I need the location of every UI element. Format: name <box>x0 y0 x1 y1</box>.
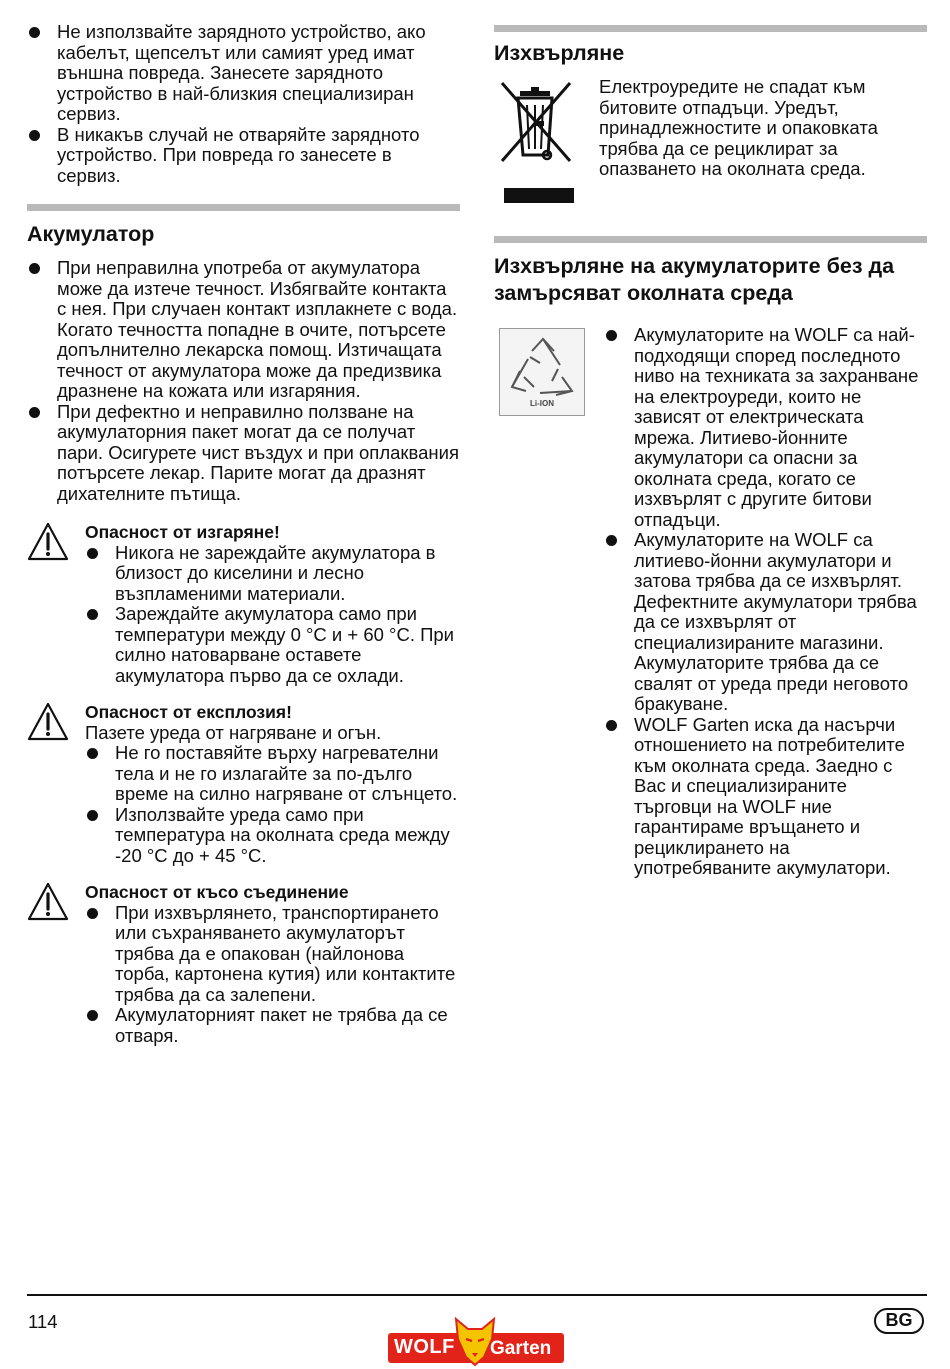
list-item: WOLF Garten иска да насърчи отношението на потребителите към околната среда. Заедно с Вас и специализираните търговци на WOLF ние гарантираме връщането и рециклирането на употребяваните акумулатори. <box>604 715 927 879</box>
left-column <box>27 0 460 1046</box>
warning-triangle-icon <box>27 522 69 562</box>
warning-explosion <box>27 702 460 866</box>
list-item: Не го поставяйте върху нагревателни тела и не го излагайте за по-дълго време на силно нагряване от слънцето. <box>85 743 460 805</box>
battery-list <box>27 258 460 504</box>
section-divider <box>494 25 927 32</box>
battery-disposal-block <box>494 325 927 879</box>
disposal-block <box>494 77 927 214</box>
page-number: 114 <box>28 1311 58 1332</box>
list-item: Използвайте уреда само при температура на околната среда между -20 °C до + 45 °C. <box>85 805 460 867</box>
section-divider <box>494 236 927 243</box>
wolf-garten-logo <box>388 1313 564 1367</box>
recycle-li-ion-icon <box>499 328 585 416</box>
icon-label: Li-ION <box>530 399 554 408</box>
logo-text-garten: Garten <box>490 1338 552 1359</box>
section-divider <box>27 204 460 211</box>
crossed-out-bin-icon <box>498 77 576 207</box>
disposal-heading: Изхвърляне <box>494 41 625 65</box>
warning-list <box>85 903 460 1047</box>
list-item: Никога не зареждайте акумулатора в близост до киселини и лесно възпламеними материали. <box>85 543 460 605</box>
list-item: Акумулаторите на WOLF са литиево-йонни акумулатори и затова трябва да се изхвърлят. Дефектните акумулатори трябва да се изхвърлят от специализираните магазини. Акумулаторите трябва да се свалят от уреда преди неговото бракуване. <box>604 530 927 715</box>
list-item: В никакъв случай не отваряйте зарядното устройство. При повреда го занесете в сервиз. <box>27 125 460 187</box>
footer-divider <box>27 1294 927 1296</box>
right-column <box>494 0 927 879</box>
list-item: Не използвайте зарядното устройство, ако кабелът, щепселът или самият уред имат външна повреда. Занесете зарядното устройство в най-близкия специализиран сервиз. <box>27 22 460 125</box>
language-badge: BG <box>874 1308 924 1334</box>
list-item: При неправилна употреба от акумулатора може да изтече течност. Избягвайте контакта с нея. При случаен контакт изплакнете с вода. Когато течността попадне в очите, потърсете допълнително лекарска помощ. Изтичащата течност от акумулатора може да предизвика дразнене на кожата или изгаряния. <box>27 258 460 402</box>
list-item: При изхвърлянето, транспортирането или съхраняването акумулаторът трябва да е опакован (найлонова торба, картонена кутия) или контактите трябва да са залепени. <box>85 903 460 1006</box>
warning-burn <box>27 522 460 686</box>
battery-disposal-list <box>604 325 927 879</box>
warning-list <box>85 543 460 687</box>
list-item: Акумулаторите на WOLF са най-подходящи според последното ниво на техниката за захранване на електроуреди, които не зависят от електрическата мрежа. Литиево-йонните акумулатори са опасни за околната среда, когато се изхвърлят с другите битови отпадъци. <box>604 325 927 530</box>
list-item: При дефектно и неправилно ползване на акумулаторния пакет могат да се получат пари. Осигурете чист въздух и при оплаквания потърсете лекар. Парите могат да дразнят дихателните пътища. <box>27 402 460 505</box>
warning-title: Опасност от изгаряне! <box>85 522 280 542</box>
warning-text: Пазете уреда от нагряване и огън. <box>85 721 382 743</box>
disposal-text: Електроуредите не спадат към битовите отпадъци. Уредът, принадлежностите и опаковката трябва да се рециклират за опазването на околната среда. <box>599 76 878 179</box>
logo-text-wolf: WOLF <box>394 1336 455 1358</box>
warning-triangle-icon <box>27 882 69 922</box>
list-item: Зареждайте акумулатора само при температури между 0 °C и + 60 °C. При силно натоварване оставете акумулатора първо да се охлади. <box>85 604 460 686</box>
intro-list <box>27 22 460 186</box>
battery-disposal-heading: Изхвърляне на акумулаторите без да замърсяват околната среда <box>494 254 895 305</box>
warning-triangle-icon <box>27 702 69 742</box>
battery-heading: Акумулатор <box>27 222 155 246</box>
warning-title: Опасност от късо съединение <box>85 882 349 902</box>
warning-title: Опасност от експлозия! <box>85 702 292 722</box>
warning-short-circuit <box>27 882 460 1046</box>
list-item: Акумулаторният пакет не трябва да се отваря. <box>85 1005 460 1046</box>
warning-list <box>85 743 460 866</box>
